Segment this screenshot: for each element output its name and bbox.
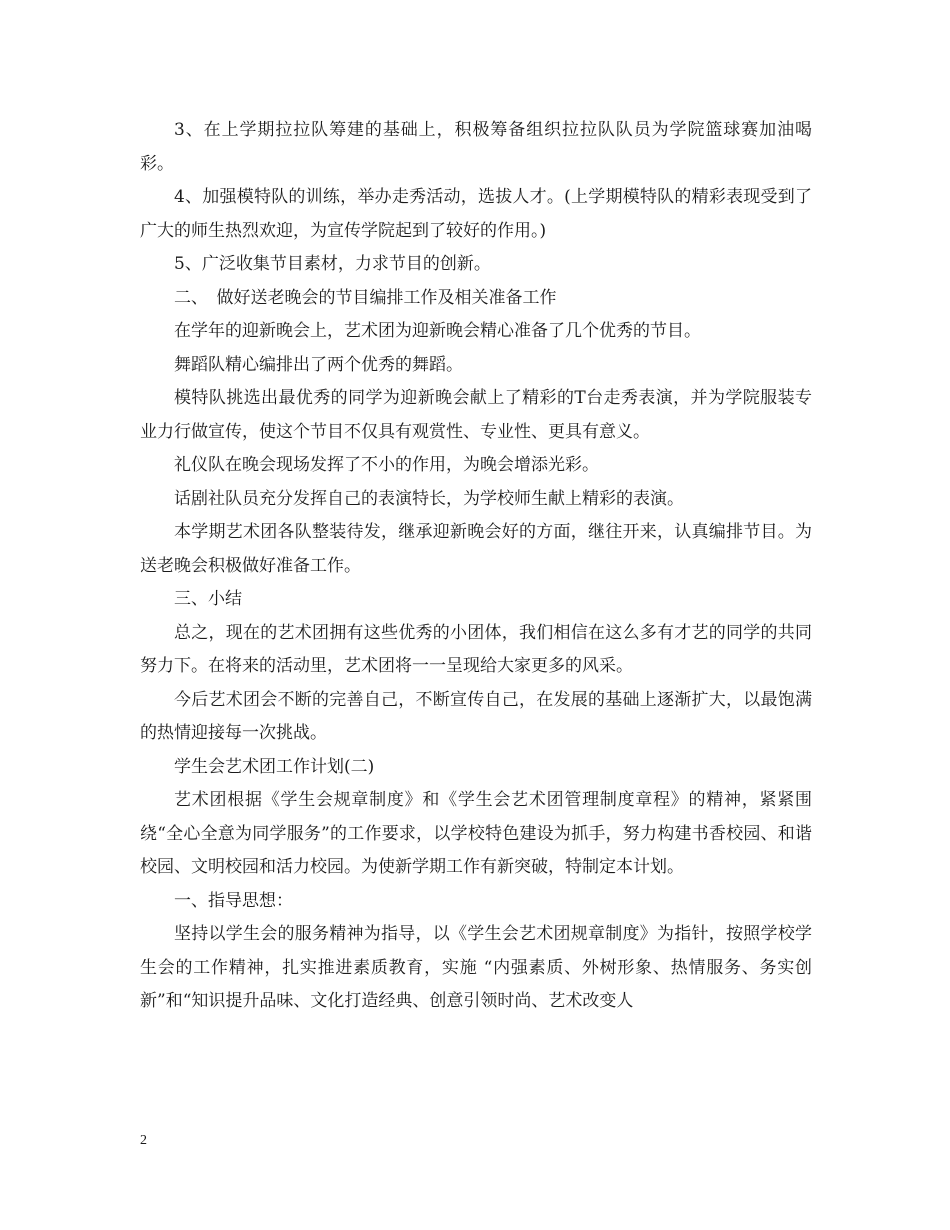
document-subtitle: 学生会艺术团工作计划(二) [174,756,375,777]
paragraph: 舞蹈队精心编排出了两个优秀的舞蹈。 [174,354,463,375]
paragraph: 5、广泛收集节目素材，力求节目的创新。 [174,254,491,274]
section-heading: 二、 做好送老晚会的节目编排工作及相关准备工作 [174,287,557,308]
section-heading: 一、指导思想： [174,890,293,911]
paragraph: 本学期艺术团各队整装待发，继承迎新晚会好的方面，继往开来，认真编排节目。为送老晚会积极做好准备工作。 [140,522,812,576]
paragraph: 在学年的迎新晚会上，艺术团为迎新晚会精心准备了几个优秀的节目。 [174,321,701,341]
paragraph: 4、加强模特队的训练，举办走秀活动，选拔人才。(上学期模特队的精彩表现受到了广大的师生热烈欢迎，为宣传学院起到了较好的作用。) [140,187,812,241]
paragraph: 模特队挑选出最优秀的同学为迎新晚会献上了精彩的T台走秀表演，并为学院服装专业力行做宣传，使这个节目不仅具有观赏性、专业性、更具有意义。 [140,388,812,442]
paragraph: 话剧社队员充分发挥自己的表演特长，为学校师生献上精彩的表演。 [174,488,684,509]
paragraph: 3、在上学期拉拉队筹建的基础上，积极筹备组织拉拉队队员为学院篮球赛加油喝彩。 [140,120,812,174]
page-number: 2 [140,1133,147,1148]
paragraph: 艺术团根据《学生会规章制度》和《学生会艺术团管理制度章程》的精神，紧紧围绕“全心全意为同学服务”的工作要求，以学校特色建设为抓手，努力构建书香校园、和谐校园、文明校园和活力校园。为使新学期工作有新突破，特制定本计划。 [140,790,812,877]
document-body [140,114,812,1019]
paragraph: 总之，现在的艺术团拥有这些优秀的小团体，我们相信在这么多有才艺的同学的共同努力下。在将来的活动里，艺术团将一一呈现给大家更多的风采。 [140,622,812,676]
section-heading: 三、小结 [174,589,242,609]
paragraph: 坚持以学生会的服务精神为指导，以《学生会艺术团规章制度》为指针，按照学校学生会的工作精神，扎实推进素质教育，实施 “内强素质、外树形象、热情服务、务实创新”和“知识提升品味、文化打造经典、创意引领时尚、艺术改变人 [140,924,812,1011]
paragraph: 礼仪队在晚会现场发挥了不小的作用，为晚会增添光彩。 [174,455,599,475]
paragraph: 今后艺术团会不断的完善自己，不断宣传自己，在发展的基础上逐渐扩大，以最饱满的热情迎接每一次挑战。 [140,689,812,743]
